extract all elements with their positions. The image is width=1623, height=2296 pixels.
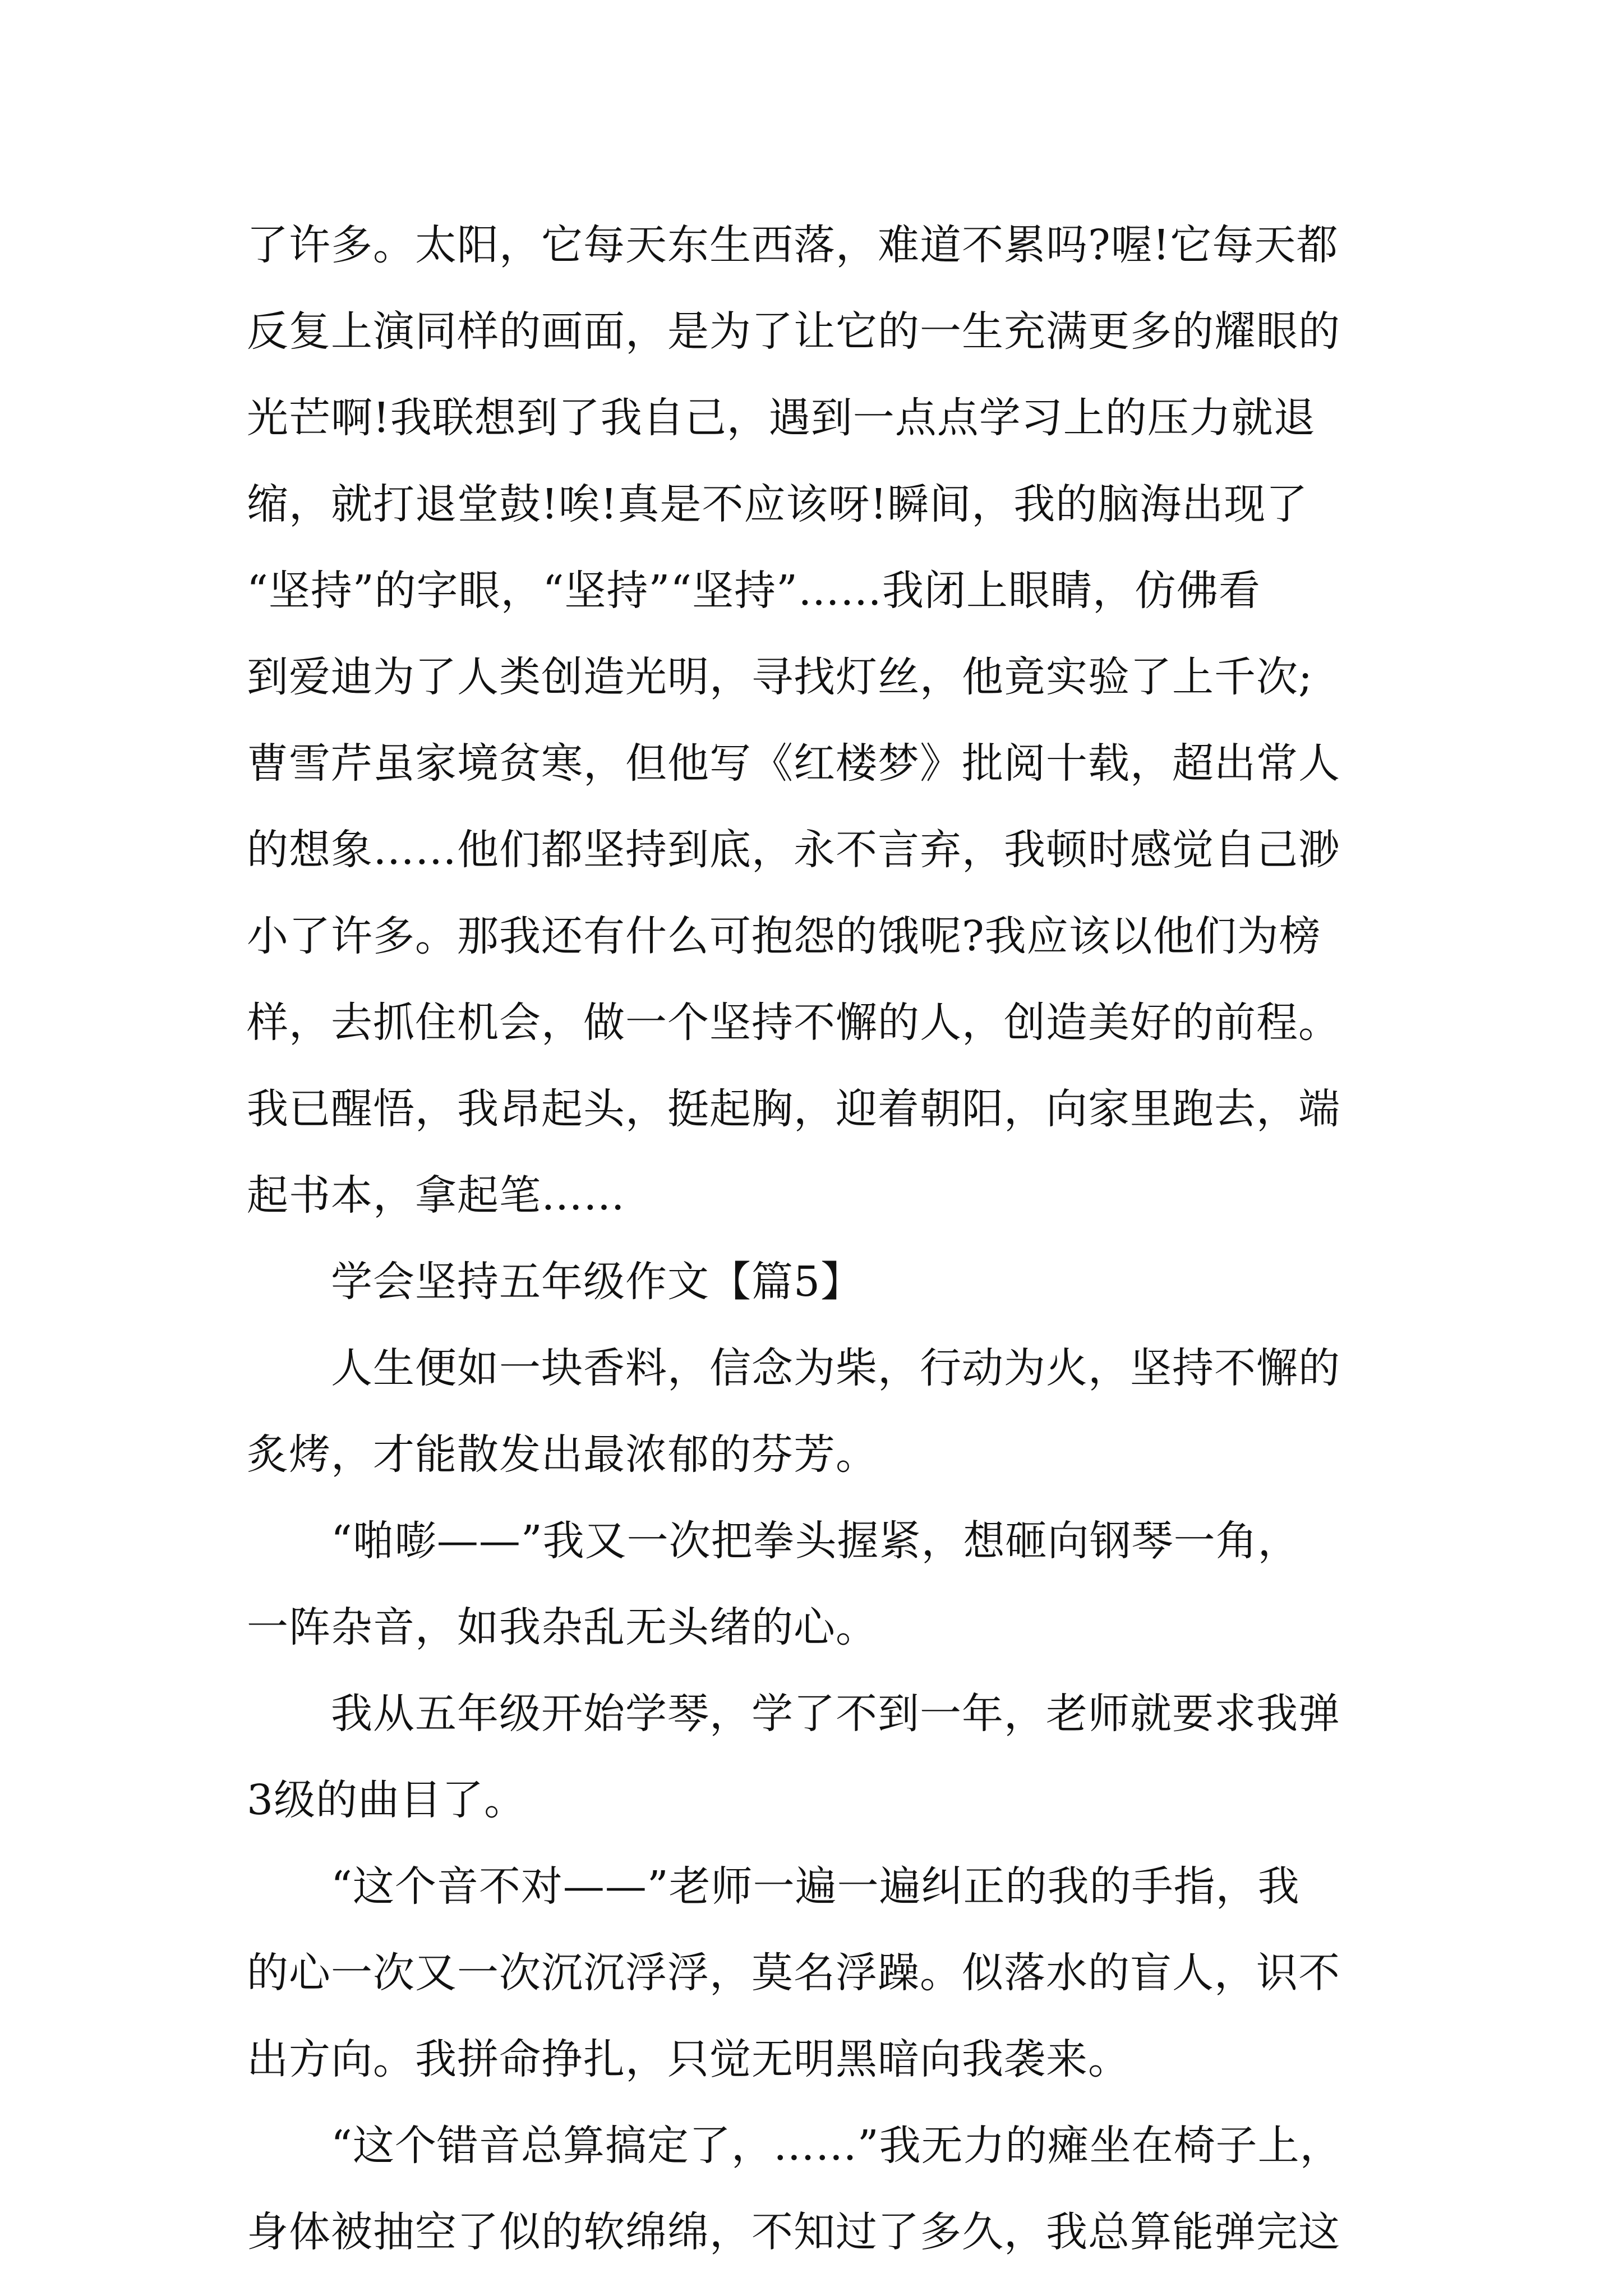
text-line: 3级的曲目了。 [247,1776,527,1824]
text-line: 反复上演同样的画面，是为了让它的一生充满更多的耀眼的 [247,307,1340,356]
text-line: 出方向。我拼命挣扎，只觉无明黑暗向我袭来。 [247,2035,1130,2083]
paragraph-start: 人生便如一块香料，信念为柴，行动为火，坚持不懈的 [331,1344,1340,1392]
section-heading: 学会坚持五年级作文【篇5】 [331,1258,863,1306]
paragraph-start: “啪嘭——”我又一次把拳头握紧，想砸向钢琴一角， [331,1517,1300,1565]
text-line: 一阵杂音，如我杂乱无头绪的心。 [247,1603,878,1651]
text-line: 我已醒悟，我昂起头，挺起胸，迎着朝阳，向家里跑去，端 [247,1085,1340,1133]
text-line: 到爱迪为了人类创造光明，寻找灯丝，他竟实验了上千次; [247,653,1313,701]
text-line: 曹雪芹虽家境贫寒，但他写《红楼梦》批阅十载，超出常人 [247,739,1340,788]
article-body [247,202,1391,2275]
paragraph-start: 我从五年级开始学琴，学了不到一年，老师就要求我弹 [331,1690,1340,1738]
text-line: “坚持”的字眼，“坚持”“坚持”……我闭上眼睛，仿佛看 [247,567,1261,615]
text-line: 身体被抽空了似的软绵绵，不知过了多久，我总算能弹完这 [247,2208,1340,2256]
paragraph-start: “这个音不对——”老师一遍一遍纠正的我的手指，我 [331,1862,1300,1911]
text-line: 样，去抓住机会，做一个坚持不懈的人，创造美好的前程。 [247,999,1340,1047]
text-line: 光芒啊!我联想到了我自己，遇到一点点学习上的压力就退 [247,394,1316,442]
text-line: 小了许多。那我还有什么可抱怨的饿呢?我应该以他们为榜 [247,912,1321,960]
text-line: 了许多。太阳，它每天东生西落，难道不累吗?喔!它每天都 [247,221,1339,269]
text-line: 的心一次又一次沉沉浮浮，莫名浮躁。似落水的盲人，识不 [247,1949,1340,1997]
text-line: 炙烤，才能散发出最浓郁的芬芳。 [247,1430,878,1479]
paragraph-start: “这个错音总算搞定了，……”我无力的瘫坐在椅子上， [331,2122,1342,2170]
text-line: 缩，就打退堂鼓!唉!真是不应该呀!瞬间，我的脑海出现了 [247,480,1308,528]
text-line: 起书本，拿起笔…… [247,1171,625,1220]
text-line: 的想象……他们都坚持到底，永不言弃，我顿时感觉自己渺 [247,826,1340,874]
